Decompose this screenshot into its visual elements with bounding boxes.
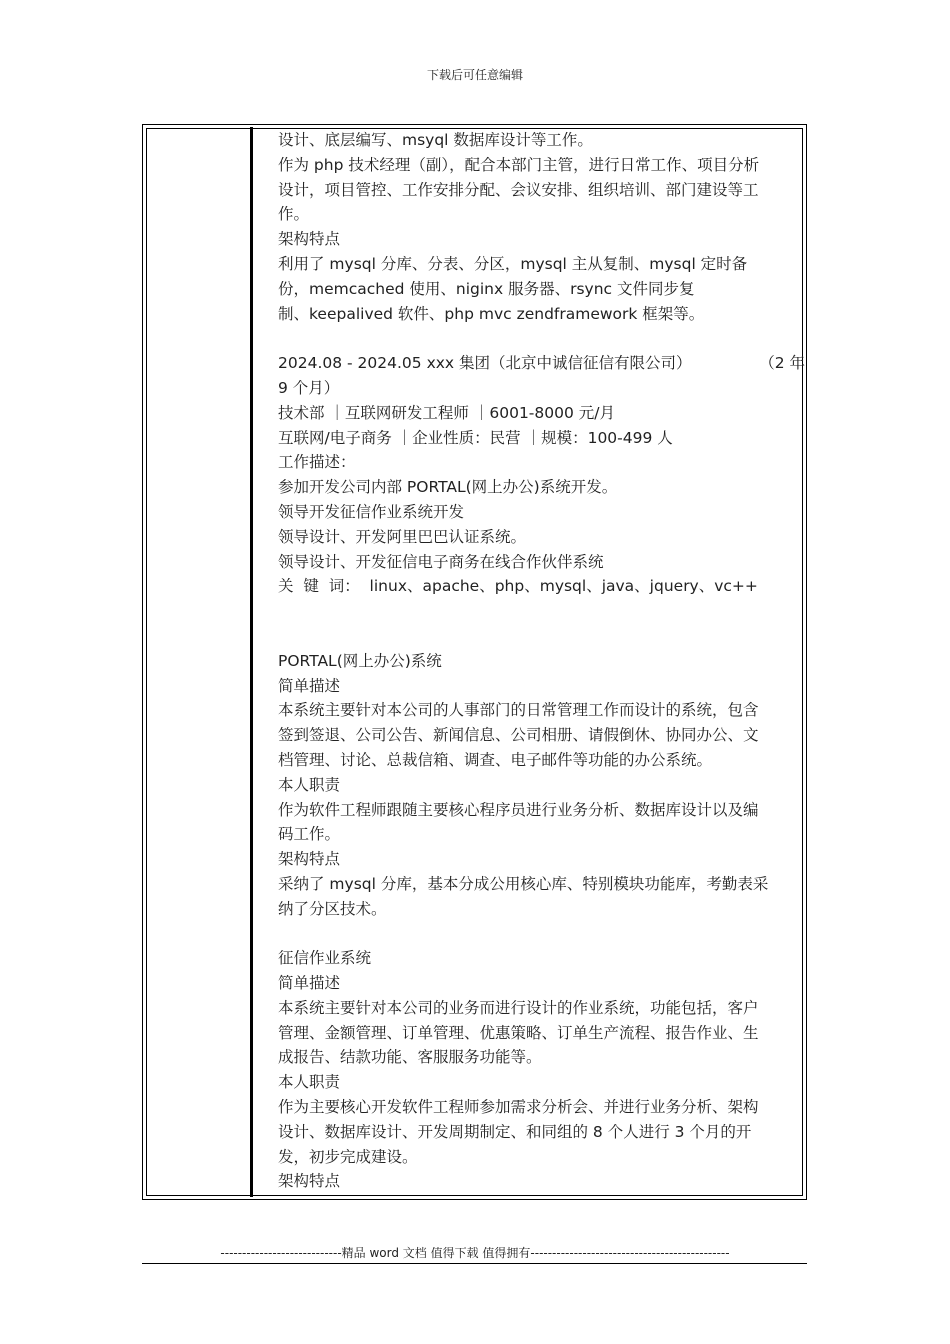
text-line: 设计，项目管控、工作安排分配、会议安排、组织培训、部门建设等工 bbox=[278, 180, 759, 199]
job-department-line: 技术部 ｜互联网研发工程师 ｜6001-8000 元/月 bbox=[278, 403, 615, 422]
job-date-company-row bbox=[278, 351, 805, 376]
text-line: 利用了 mysql 分库、分表、分区，mysql 主从复制、mysql 定时备 bbox=[278, 254, 748, 273]
project-title: 征信作业系统 bbox=[278, 949, 372, 968]
text-line: 码工作。 bbox=[278, 825, 341, 844]
text-line: 管理、金额管理、订单管理、优惠策略、订单生产流程、报告作业、生 bbox=[278, 1023, 759, 1042]
subheading-architecture: 架构特点 bbox=[278, 1172, 341, 1191]
subheading-description: 简单描述 bbox=[278, 676, 341, 695]
subheading-architecture: 架构特点 bbox=[278, 230, 341, 249]
text-line: 作为主要核心开发软件工程师参加需求分析会、并进行业务分析、架构 bbox=[278, 1098, 759, 1117]
job-description-line: 领导设计、开发阿里巴巴认证系统。 bbox=[278, 527, 527, 546]
column-divider bbox=[250, 127, 253, 1197]
page-header: 下载后可任意编辑 bbox=[426, 68, 523, 82]
text-line: 份，memcached 使用、niginx 服务器、rsync 文件同步复 bbox=[278, 279, 695, 298]
text-line: 设计、数据库设计、开发周期制定、和同组的 8 个人进行 3 个月的开 bbox=[278, 1122, 752, 1141]
project-title: PORTAL(网上办公)系统 bbox=[278, 651, 442, 670]
subheading-description: 简单描述 bbox=[278, 974, 341, 993]
subheading-responsibility: 本人职责 bbox=[278, 775, 341, 794]
text-line: 纳了分区技术。 bbox=[278, 899, 387, 918]
job-description-line: 领导开发征信作业系统开发 bbox=[278, 502, 465, 521]
job-description-line: 领导设计、开发征信电子商务在线合作伙伴系统 bbox=[278, 552, 604, 571]
text-line: 本系统主要针对本公司的人事部门的日常管理工作而设计的系统，包含 bbox=[278, 701, 759, 720]
subheading-responsibility: 本人职责 bbox=[278, 1073, 341, 1092]
project-credit-system bbox=[278, 946, 805, 1194]
page-footer: ----------------------------精品 word 文档 值得下载 值得拥有---------------------------------------------- bbox=[220, 1246, 730, 1260]
text-line: 成报告、结款功能、客服服务功能等。 bbox=[278, 1048, 542, 1067]
job-date-company: 2024.08 - 2024.05 xxx 集团（北京中诚信征信有限公司） bbox=[278, 354, 692, 373]
job-duration-continued: 9 个月） bbox=[278, 378, 340, 397]
text-line: 签到签退、公司公告、新闻信息、公司相册、请假倒休、协同办公、文 bbox=[278, 726, 759, 745]
project-portal bbox=[278, 649, 805, 922]
job-description-label: 工作描述： bbox=[278, 453, 356, 472]
text-line: 本系统主要针对本公司的业务而进行设计的作业系统，功能包括，客户 bbox=[278, 998, 759, 1017]
table-content-cell bbox=[278, 128, 805, 1194]
text-line: 设计、底层编写、msyql 数据库设计等工作。 bbox=[278, 131, 593, 149]
text-line: 制、keepalived 软件、php mvc zendframework 框架等。 bbox=[278, 304, 705, 323]
job-duration: （2 年 bbox=[759, 354, 805, 373]
job-entry bbox=[278, 351, 805, 599]
job-industry-line: 互联网/电子商务 ｜企业性质：民营 ｜规模：100-499 人 bbox=[278, 428, 673, 447]
footer-rule bbox=[142, 1263, 807, 1264]
text-line: 档管理、讨论、总裁信箱、调查、电子邮件等功能的办公系统。 bbox=[278, 750, 713, 769]
subheading-architecture: 架构特点 bbox=[278, 850, 341, 869]
section-previous-job-continued bbox=[278, 128, 805, 326]
text-line: 作为软件工程师跟随主要核心程序员进行业务分析、数据库设计以及编 bbox=[278, 800, 759, 819]
text-line: 作为 php 技术经理（副），配合本部门主管，进行日常工作、项目分析 bbox=[278, 155, 760, 174]
text-line: 作。 bbox=[278, 205, 310, 224]
job-keywords: 关 键 词： linux、apache、php、mysql、java、jquery、vc++ bbox=[278, 577, 758, 596]
job-description-line: 参加开发公司内部 PORTAL(网上办公)系统开发。 bbox=[278, 478, 618, 497]
text-line: 采纳了 mysql 分库，基本分成公用核心库、特别模块功能库，考勤表采 bbox=[278, 874, 769, 893]
text-line: 发，初步完成建设。 bbox=[278, 1147, 418, 1166]
